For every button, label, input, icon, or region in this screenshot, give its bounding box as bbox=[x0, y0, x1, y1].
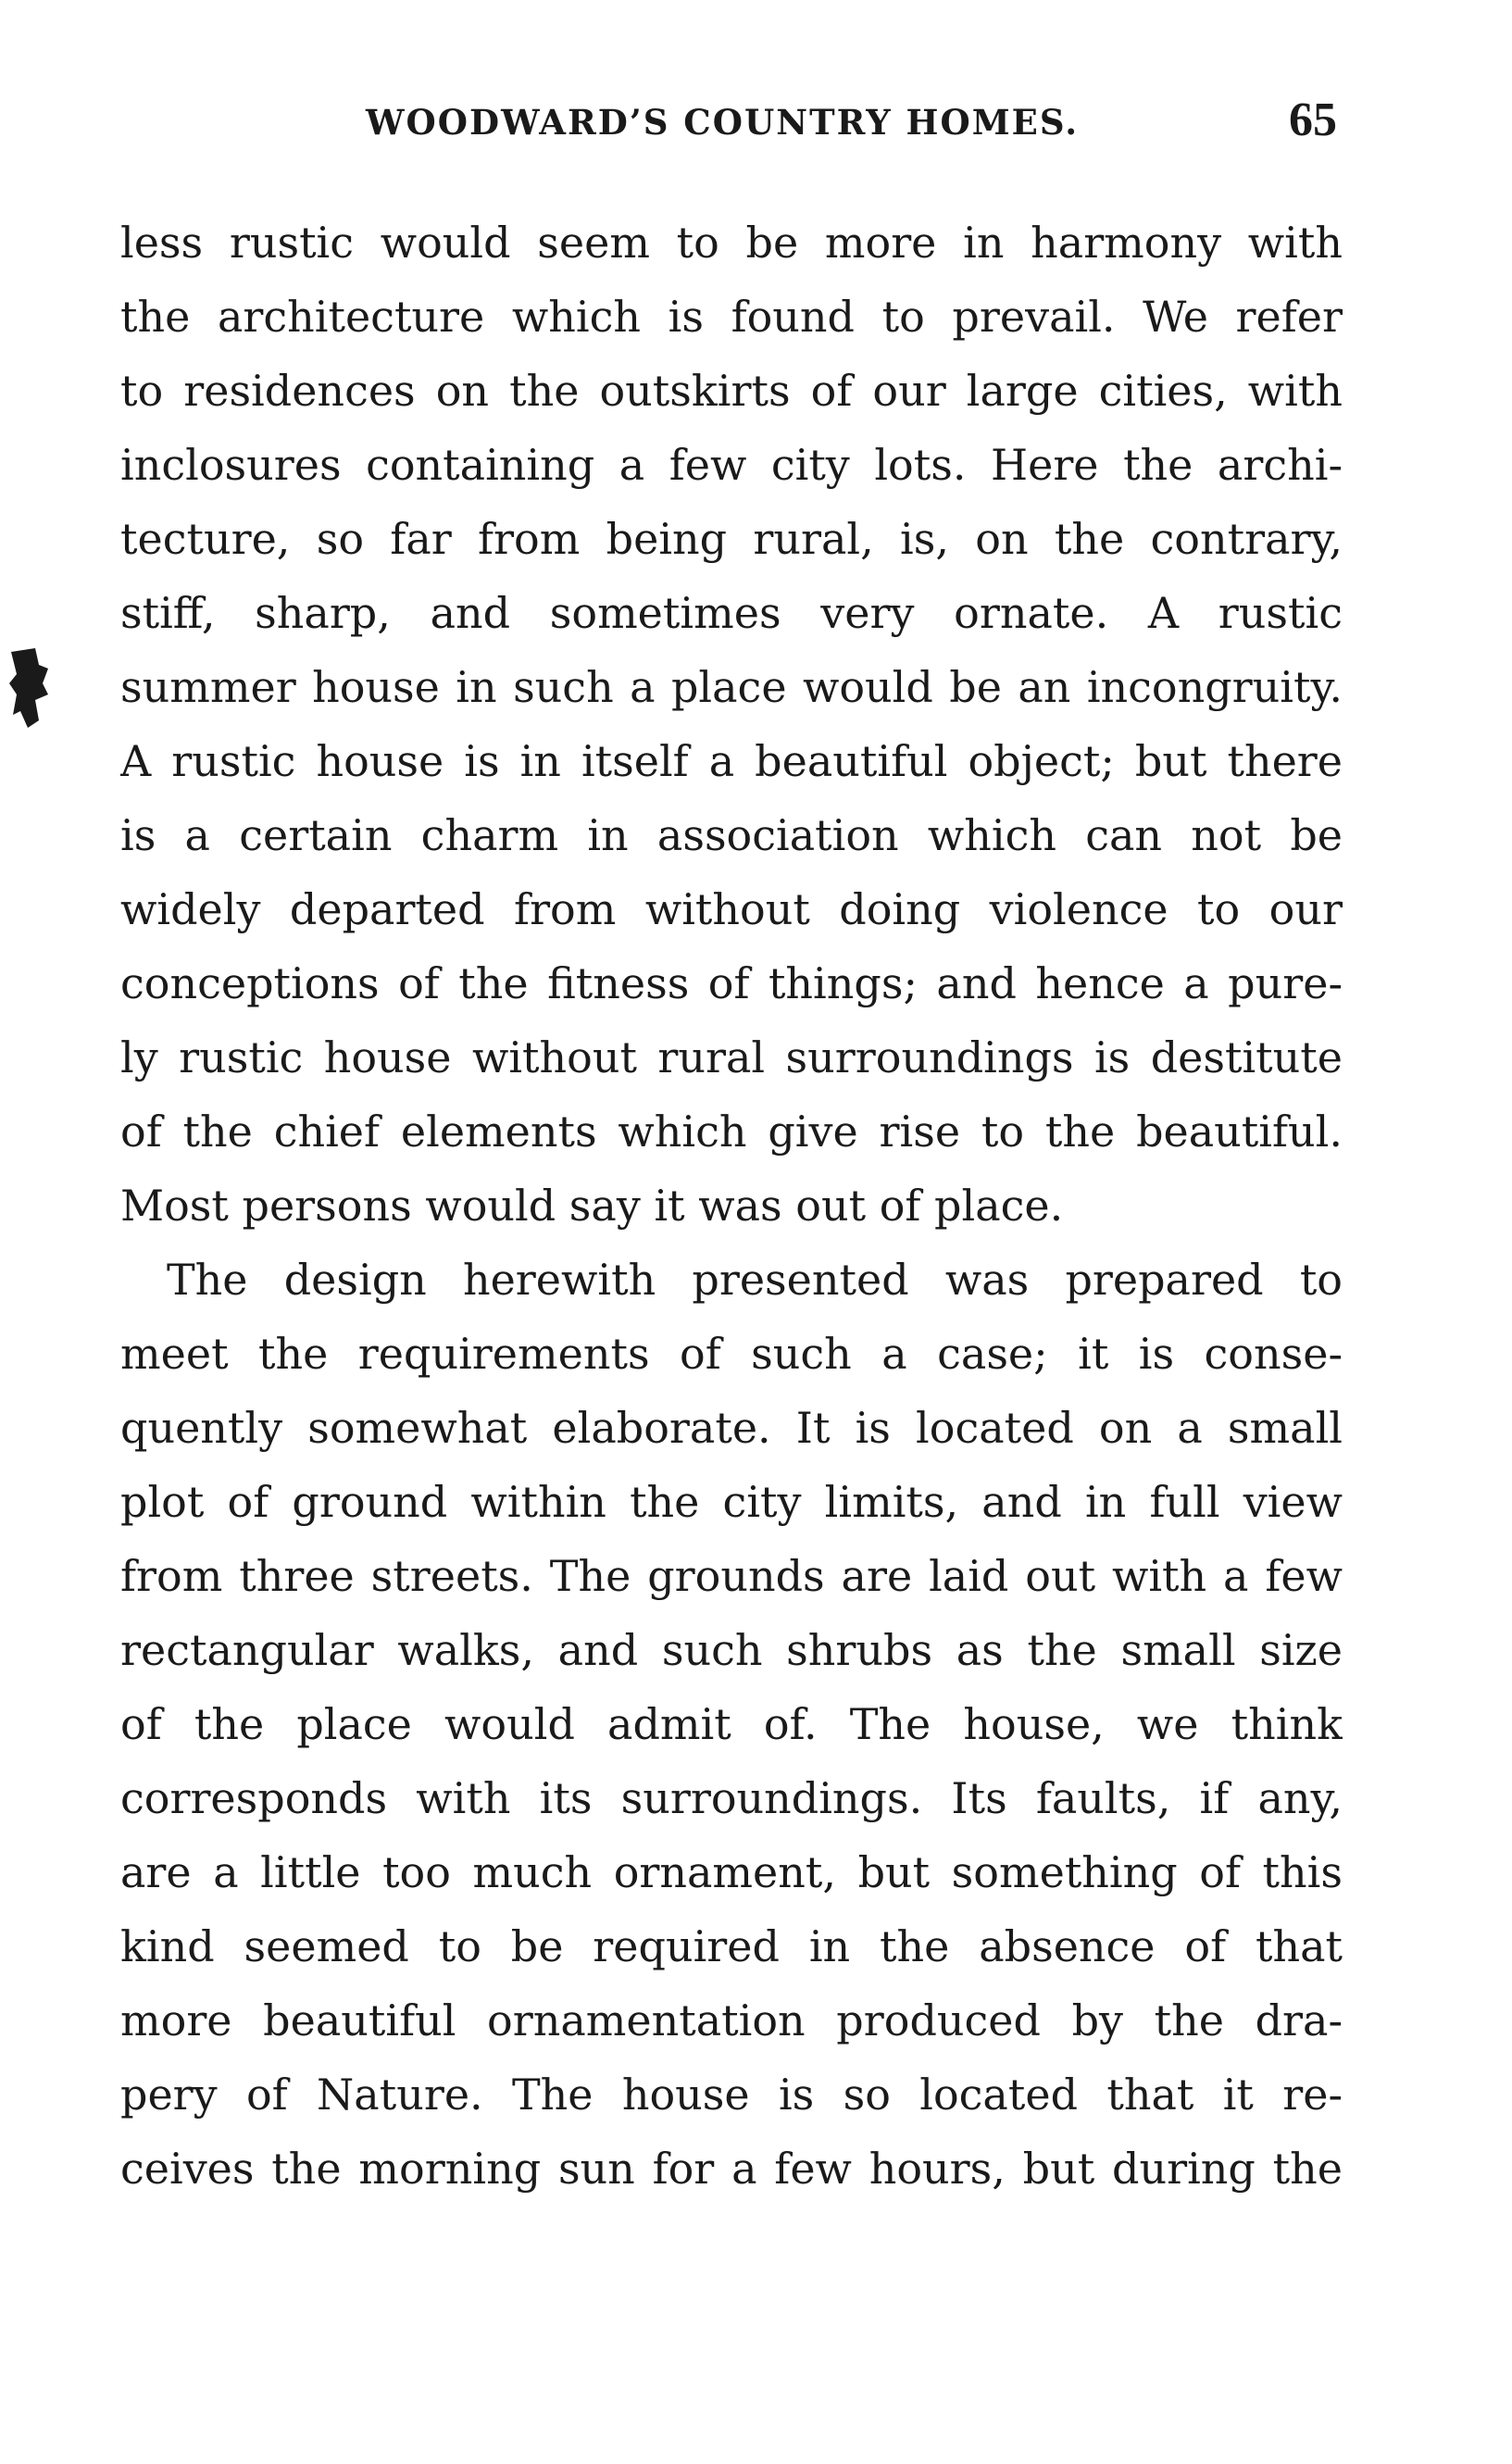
text-line: less rustic would seem to be more in harmony with bbox=[120, 218, 1343, 268]
text-line: ly rustic house without rural surroundings is destitute bbox=[120, 1032, 1343, 1082]
page-number: 65 bbox=[1289, 94, 1337, 146]
ink-blot-mark bbox=[7, 646, 50, 730]
text-line: A rustic house is in itself a beautiful object; but there bbox=[120, 736, 1343, 786]
text-line: tecture, so far from being rural, is, on the contrary, bbox=[120, 514, 1343, 564]
text-line: from three streets. The grounds are laid out with a few bbox=[120, 1551, 1343, 1601]
text-line: more beautiful ornamentation produced by the dra- bbox=[120, 1995, 1343, 2045]
text-line: meet the requirements of such a case; it is conse- bbox=[120, 1329, 1343, 1379]
text-line: summer house in such a place would be an incongruity. bbox=[120, 662, 1343, 712]
running-title: WOODWARD’S COUNTRY HOMES. bbox=[366, 102, 1080, 143]
text-line: kind seemed to be required in the absence of that bbox=[120, 1921, 1343, 1971]
text-line: ceives the morning sun for a few hours, but during the bbox=[120, 2144, 1343, 2194]
text-line: pery of Nature. The house is so located that it re- bbox=[120, 2070, 1343, 2120]
text-line: The design herewith presented was prepared to bbox=[167, 1255, 1343, 1305]
paragraph bbox=[120, 1243, 1343, 2206]
text-line: to residences on the outskirts of our large cities, with bbox=[120, 366, 1343, 416]
text-line: the architecture which is found to prevail. We refer bbox=[120, 292, 1343, 342]
text-line: of the place would admit of. The house, we think bbox=[120, 1699, 1343, 1749]
paragraph bbox=[120, 206, 1343, 1243]
text-line: conceptions of the fitness of things; and hence a pure- bbox=[120, 958, 1343, 1008]
text-line: stiff, sharp, and sometimes very ornate. A rustic bbox=[120, 588, 1343, 638]
text-line: of the chief elements which give rise to the beautiful. bbox=[120, 1107, 1343, 1157]
text-line: rectangular walks, and such shrubs as the small size bbox=[120, 1625, 1343, 1675]
body-text bbox=[120, 206, 1343, 2206]
text-line: is a certain charm in association which can not be bbox=[120, 810, 1343, 860]
text-line: corresponds with its surroundings. Its faults, if any, bbox=[120, 1773, 1343, 1823]
text-line: Most persons would say it was out of place. bbox=[120, 1181, 1064, 1231]
text-line: plot of ground within the city limits, and in full view bbox=[120, 1477, 1343, 1527]
text-line: quently somewhat elaborate. It is located on a small bbox=[120, 1403, 1343, 1453]
text-line: inclosures containing a few city lots. Here the archi- bbox=[120, 440, 1343, 490]
text-line: widely departed from without doing violence to our bbox=[120, 884, 1343, 934]
text-line: are a little too much ornament, but something of this bbox=[120, 1847, 1343, 1897]
